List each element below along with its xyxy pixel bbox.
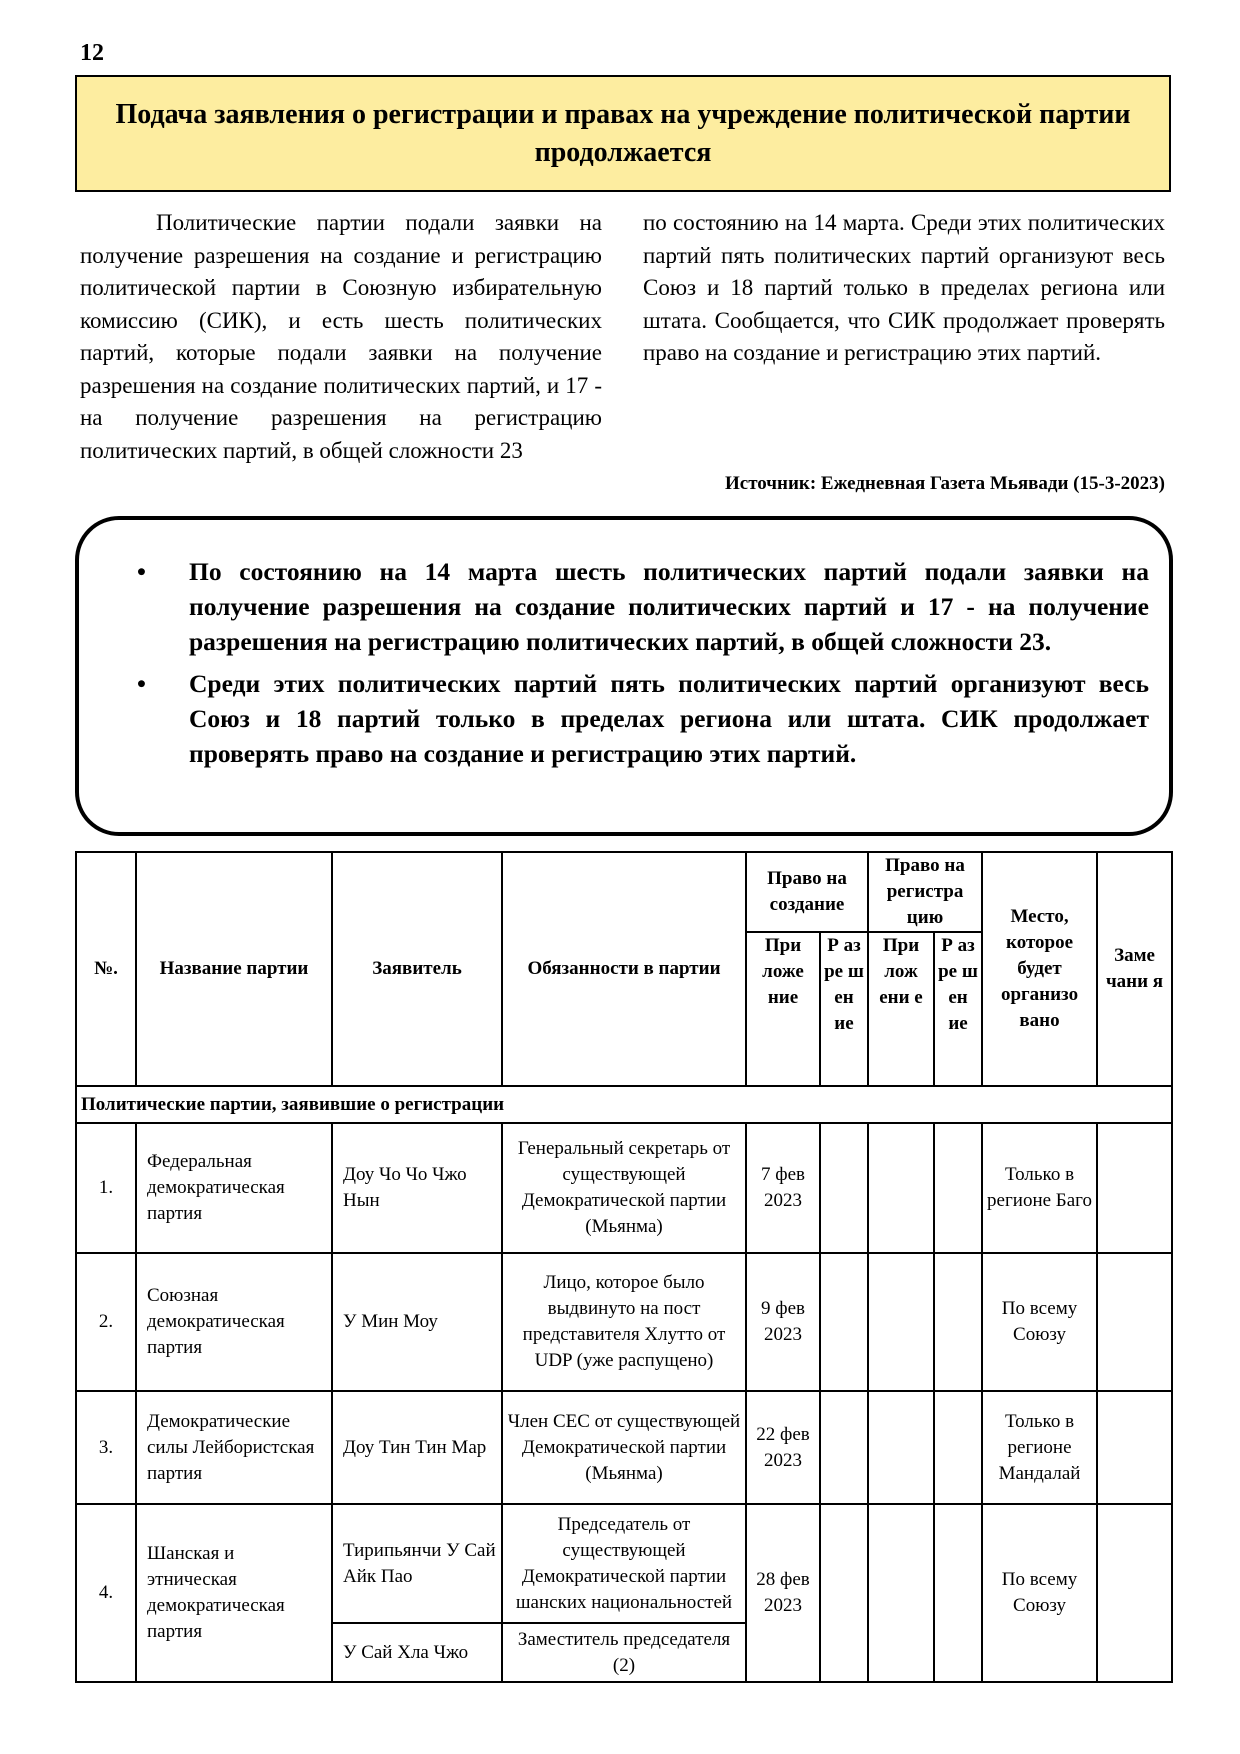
cell-duties: Председатель от существующей Демократической партии шанских национальностей xyxy=(502,1504,746,1623)
summary-box xyxy=(75,516,1173,836)
cell-party-name: Союзная демократическая партия xyxy=(136,1253,332,1391)
header-application: При ложе ние xyxy=(746,932,820,1086)
summary-item-text: Среди этих политических партий пять политических партий организуют весь Союз и 18 партий только в пределах региона или штата. СИК продолжает проверять право на создание и регистрацию этих партий. xyxy=(189,669,1149,768)
header-application-register: При лож ени е xyxy=(868,932,934,1086)
cell-notes xyxy=(1097,1504,1172,1682)
cell-application-register xyxy=(868,1504,934,1682)
bullet-icon: • xyxy=(137,557,146,586)
table-row xyxy=(76,1123,1172,1253)
cell-application-date: 7 фев 2023 xyxy=(746,1123,820,1253)
header-num: №. xyxy=(76,852,136,1086)
cell-party-name: Шанская и этническая демократическая партия xyxy=(136,1504,332,1682)
cell-notes xyxy=(1097,1391,1172,1504)
cell-applicant: У Мин Моу xyxy=(332,1253,502,1391)
header-permission: Р аз ре ш ен ие xyxy=(820,932,868,1086)
cell-permission xyxy=(820,1504,868,1682)
cell-application-register xyxy=(868,1391,934,1504)
cell-place: Только в регионе Баго xyxy=(982,1123,1097,1253)
cell-place: Только в регионе Мандалай xyxy=(982,1391,1097,1504)
header-party-name: Название партии xyxy=(136,852,332,1086)
article-title: Подача заявления о регистрации и правах на учреждение политической партии продолжается xyxy=(115,98,1131,168)
article-source: Источник: Ежедневная Газета Мьявади (15-3-2023) xyxy=(725,473,1165,494)
cell-permission xyxy=(820,1253,868,1391)
cell-applicant: Доу Тин Тин Мар xyxy=(332,1391,502,1504)
article-column-right xyxy=(643,207,1165,370)
table-section-row xyxy=(76,1086,1172,1123)
cell-place: По всему Союзу xyxy=(982,1504,1097,1682)
header-place: Место, которое будет организо вано xyxy=(982,852,1097,1086)
summary-list xyxy=(137,554,1149,771)
cell-num: 2. xyxy=(76,1253,136,1391)
header-applicant: Заявитель xyxy=(332,852,502,1086)
cell-permission-register xyxy=(934,1253,982,1391)
header-right-to-register: Право на регистра цию xyxy=(868,852,982,932)
cell-num: 3. xyxy=(76,1391,136,1504)
article-right-text: по состоянию на 14 марта. Среди этих политических партий пять политических партий организуют весь Союз и 18 партий только в пределах региона или штата. Сообщается, что СИК продолжает проверять право на создание и регистрацию этих партий. xyxy=(643,210,1165,365)
summary-item-text: По состоянию на 14 марта шесть политических партий подали заявки на получение разрешения на создание политических партий и 17 - на получение разрешения на регистрацию политических партий, в общей сложности 23. xyxy=(189,557,1149,656)
table-row xyxy=(76,1504,1172,1623)
header-right-to-create: Право на создание xyxy=(746,852,868,932)
summary-item xyxy=(137,554,1149,659)
cell-num: 4. xyxy=(76,1504,136,1682)
article-left-text: Политические партии подали заявки на получение разрешения на создание и регистрацию политической партии в Союзную избирательную комиссию (СИК), и есть шесть политических партий, которые подали заявки на получение разрешения на создание политических партий, и 17 - на получение разрешения на регистрацию политических партий, в общей сложности 23 xyxy=(80,210,602,463)
cell-party-name: Федеральная демократическая партия xyxy=(136,1123,332,1253)
cell-duties: Лицо, которое было выдвинуто на пост представителя Хлутто от UDP (уже распущено) xyxy=(502,1253,746,1391)
cell-application-date: 9 фев 2023 xyxy=(746,1253,820,1391)
cell-place: По всему Союзу xyxy=(982,1253,1097,1391)
cell-notes xyxy=(1097,1253,1172,1391)
cell-party-name: Демократические силы Лейбористская партия xyxy=(136,1391,332,1504)
cell-applicant: У Сай Хла Чжо xyxy=(332,1623,502,1682)
article-column-left xyxy=(80,207,602,467)
summary-item xyxy=(137,666,1149,771)
header-permission-register: Р аз ре ш ен ие xyxy=(934,932,982,1086)
cell-permission-register xyxy=(934,1504,982,1682)
cell-applicant: Тирипьянчи У Сай Айк Пао xyxy=(332,1504,502,1623)
table-row xyxy=(76,1391,1172,1504)
cell-application-date: 22 фев 2023 xyxy=(746,1391,820,1504)
cell-applicant: Доу Чо Чо Чжо Нын xyxy=(332,1123,502,1253)
header-notes: Заме чани я xyxy=(1097,852,1172,1086)
cell-permission xyxy=(820,1123,868,1253)
table-row xyxy=(76,1253,1172,1391)
header-duties: Обязанности в партии xyxy=(502,852,746,1086)
article-title-box xyxy=(75,75,1171,192)
cell-permission-register xyxy=(934,1391,982,1504)
page-number: 12 xyxy=(80,40,104,66)
cell-permission-register xyxy=(934,1123,982,1253)
cell-duties: Член CEC от существующей Демократической партии (Мьянма) xyxy=(502,1391,746,1504)
cell-application-date: 28 фев 2023 xyxy=(746,1504,820,1682)
cell-application-register xyxy=(868,1253,934,1391)
table-header-row xyxy=(76,852,1172,932)
cell-num: 1. xyxy=(76,1123,136,1253)
bullet-icon: • xyxy=(137,669,146,698)
cell-duties: Заместитель председателя (2) xyxy=(502,1623,746,1682)
cell-duties: Генеральный секретарь от существующей Демократической партии (Мьянма) xyxy=(502,1123,746,1253)
party-registration-table xyxy=(75,851,1173,1683)
cell-application-register xyxy=(868,1123,934,1253)
section-title: Политические партии, заявившие о регистрации xyxy=(76,1086,1172,1123)
cell-permission xyxy=(820,1391,868,1504)
party-table-container xyxy=(75,851,1171,1689)
cell-notes xyxy=(1097,1123,1172,1253)
